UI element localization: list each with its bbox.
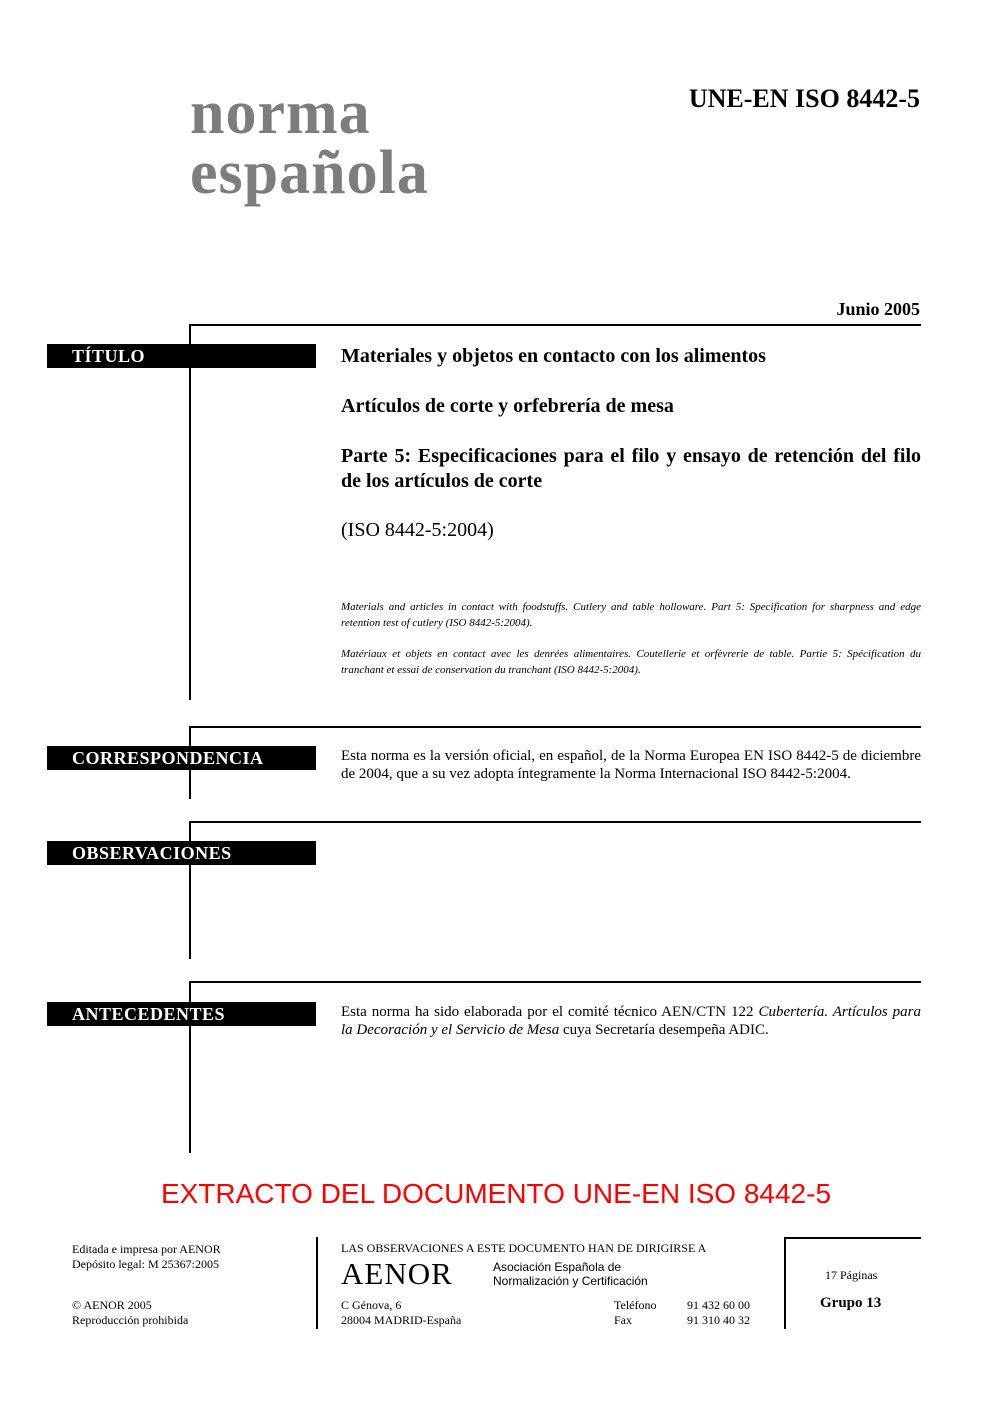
footer-deposit: Depósito legal: M 25367:2005 bbox=[72, 1257, 219, 1271]
section-rule-titulo bbox=[189, 324, 191, 700]
english-title: Materials and articles in contact with foodstuffs. Cutlery and table holloware. Part 5: Specification for sharpness and edge retention test of cutlery (ISO 8442-5:2004). bbox=[341, 601, 921, 629]
footer-observations-to: LAS OBSERVACIONES A ESTE DOCUMENTO HAN DE DIRIGIRSE A bbox=[341, 1241, 707, 1255]
aenor-association-line2: Normalización y Certificación bbox=[493, 1274, 648, 1288]
footer-divider-right bbox=[784, 1237, 786, 1329]
label-correspondencia: CORRESPONDENCIA bbox=[47, 746, 316, 770]
aenor-logo: AENOR bbox=[341, 1256, 453, 1291]
section-divider-titulo bbox=[189, 324, 921, 326]
footer-divider-left bbox=[316, 1237, 318, 1329]
footer-reproduction: Reproducción prohibida bbox=[72, 1313, 189, 1327]
antecedentes-text-before: Esta norma ha sido elaborada por el comité técnico AEN/CTN 122 bbox=[341, 1004, 759, 1020]
label-titulo: TÍTULO bbox=[47, 344, 316, 368]
section-divider-observaciones bbox=[189, 821, 921, 823]
antecedentes-text-after: cuya Secretaría desempeña ADIC. bbox=[559, 1022, 769, 1038]
brand-norma: norma bbox=[190, 79, 371, 147]
footer-edited: Editada e impresa por AENOR bbox=[72, 1242, 221, 1256]
page-count: 17 Páginas bbox=[825, 1268, 878, 1282]
footer-copyright: © AENOR 2005 bbox=[72, 1298, 152, 1312]
footer-fax-label: Fax bbox=[614, 1313, 632, 1327]
antecedentes-text bbox=[341, 1003, 921, 1039]
antecedentes-committee: Cubertería. Artículos para la Decoración y el Servicio de Mesa bbox=[341, 1004, 921, 1038]
title-line-2: Artículos de corte y orfebrería de mesa bbox=[341, 395, 674, 417]
extract-notice: EXTRACTO DEL DOCUMENTO UNE-EN ISO 8442-5 bbox=[160, 1178, 832, 1209]
iso-reference: (ISO 8442-5:2004) bbox=[341, 519, 494, 541]
section-divider-antecedentes bbox=[189, 981, 921, 983]
correspondencia-text: Esta norma es la versión oficial, en español, de la Norma Europea EN ISO 8442-5 de diciembre de 2004, que a su vez adopta íntegramente la Norma Internacional ISO 8442-5:2004. bbox=[341, 748, 921, 782]
footer-address2: 28004 MADRID-España bbox=[341, 1313, 462, 1327]
footer-box-top bbox=[784, 1237, 921, 1239]
label-observaciones: OBSERVACIONES bbox=[47, 841, 316, 865]
aenor-association bbox=[493, 1260, 648, 1288]
standard-code: UNE-EN ISO 8442-5 bbox=[688, 84, 920, 113]
footer-fax: 91 310 40 32 bbox=[687, 1313, 750, 1327]
label-antecedentes: ANTECEDENTES bbox=[47, 1002, 316, 1026]
footer-address1: C Génova, 6 bbox=[341, 1298, 402, 1312]
french-title: Matériaux et objets en contact avec les denrées alimentaires. Coutellerie et orfèvrerie de table. Partie 5: Spécification du tranchant et essai de conservation du tranchant (ISO 8442-5:2004). bbox=[341, 648, 921, 676]
brand-espanola: española bbox=[190, 139, 429, 207]
title-line-1: Materiales y objetos en contacto con los alimentos bbox=[341, 345, 766, 367]
section-divider-correspondencia bbox=[189, 726, 921, 728]
footer-phone-label: Teléfono bbox=[614, 1298, 657, 1312]
footer-phone: 91 432 60 00 bbox=[687, 1298, 750, 1312]
aenor-association-line1: Asociación Española de bbox=[493, 1260, 622, 1274]
publication-date: Junio 2005 bbox=[836, 299, 920, 319]
price-group: Grupo 13 bbox=[820, 1295, 882, 1311]
title-line-3: Parte 5: Especificaciones para el filo y ensayo de retención del filo de los artículos de corte bbox=[341, 445, 921, 492]
